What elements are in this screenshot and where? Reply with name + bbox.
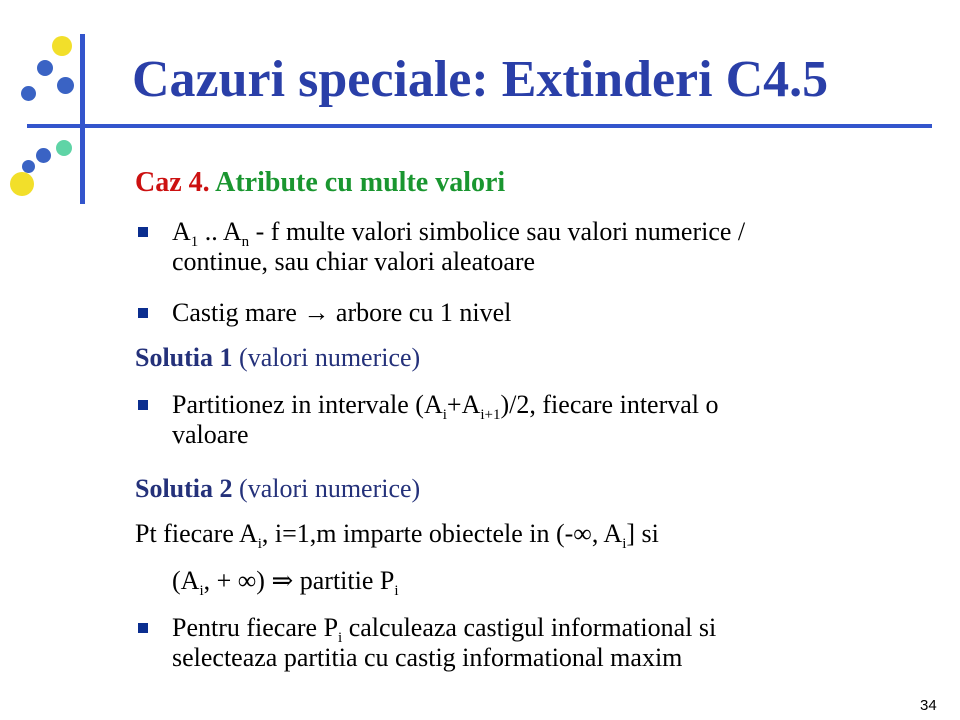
bullet-marker [138,227,148,237]
horizontal-rule [27,124,932,128]
partition-line: ($A_i$, + ∞) ⇒ partitie $P_i$ [172,566,399,600]
split-objects-line: Pt fiecare $A_i$, i=1,m imparte obiectele in (-∞, $A_i$] si [135,519,659,553]
solution-2-heading [135,474,420,504]
dot-blue [57,77,74,94]
case-heading [135,168,505,198]
solution-1-heading [135,343,420,373]
bullet-compute-gain-line2: selecteaza partitia cu castig informational maxim [172,643,683,672]
bullet-attributes: $A_1$ .. $A_n$ - f multe valori simbolice sau valori numerice / [172,217,746,251]
bullet-compute-gain: Pentru fiecare $P_i$ calculeaza castigul informational si [172,613,717,647]
bullet-attributes-line2: continue, sau chiar valori aleatoare [172,247,536,276]
bullet-marker [138,623,148,633]
slide-title: Cazuri speciale: Extinderi C4.5 [132,51,829,108]
dot-blue [22,160,35,173]
dot-yellow [52,36,72,56]
bullet-partition-intervals-line2: valoare [172,420,249,449]
dot-yellow [10,172,34,196]
dot-blue [36,148,51,163]
bullet-gain: Castig mare → arbore cu 1 nivel [172,298,512,327]
solution-1-label: Solutia 1 [135,343,233,372]
bullet-partition-intervals: Partitionez in intervale $(A_i+A_{i+1})/2$, fiecare interval o [172,390,719,424]
bullet-marker [138,308,148,318]
vertical-rule [80,34,85,204]
case-number: Caz 4. [135,167,210,198]
solution-2-label: Solutia 2 [135,474,233,503]
dot-blue [21,86,36,101]
case-label: Atribute cu multe valori [215,167,506,198]
dot-blue [37,60,53,76]
bullet-marker [138,400,148,410]
solution-1-note: (valori numerice) [232,343,421,372]
solution-2-note: (valori numerice) [232,474,421,503]
dot-teal [56,140,72,156]
page-number: 34 [920,697,937,714]
